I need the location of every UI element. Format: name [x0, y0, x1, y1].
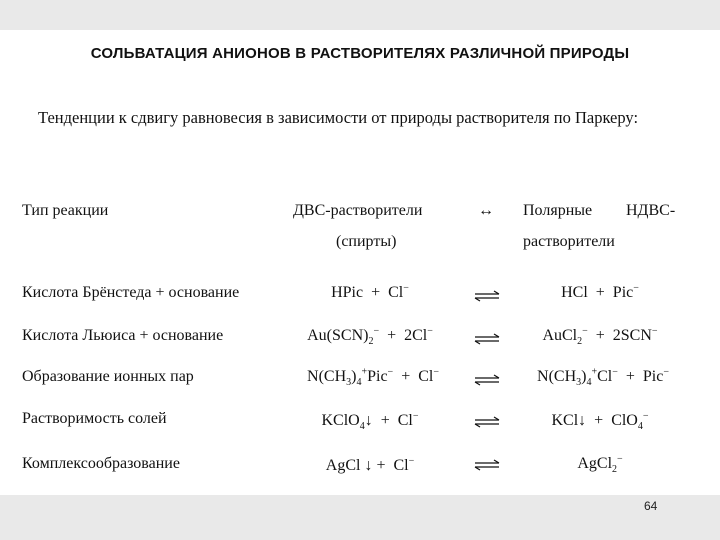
row-right-lewis: AuCl$_2$− + 2SCN− [542, 325, 658, 348]
equilibrium-arrow-icon [473, 459, 501, 471]
slide-subtitle: Тенденции к сдвигу равновесия в зависимости от природы растворителя по Паркеру: [38, 108, 639, 127]
header-double-arrow: ↔ [478, 202, 494, 219]
header-polar: Полярные [523, 202, 593, 219]
row-type-lewis: Кислота Льюиса + основание [22, 327, 224, 344]
equilibrium-arrow-icon [473, 374, 501, 386]
row-left-ion-pairs: $N(CH_3)_4^+Pic^- + Cl^-$ [307, 366, 439, 389]
header-ndvs: НДВС- [626, 202, 676, 219]
row-left-lewis: $Au(SCN)_2^- + 2Cl^-$ [307, 325, 433, 348]
page-number: 64 [644, 499, 658, 513]
header-dvs-alcohols: (спирты) [336, 233, 397, 250]
header-solvents: растворители [523, 233, 615, 250]
row-type-complexation: Комплексообразование [22, 455, 180, 472]
slide-title: СОЛЬВАТАЦИЯ АНИОНОВ В РАСТВОРИТЕЛЯХ РАЗЛИЧНОЙ ПРИРОДЫ [90, 45, 630, 62]
row-type-bronsted: Кислота Брёнстеда + основание [22, 284, 240, 301]
row-type-ion-pairs: Образование ионных пар [22, 368, 194, 385]
row-left-solubility: KClO$_4$↓ + Cl− [321, 410, 419, 433]
equilibrium-arrow-icon [473, 333, 501, 345]
equilibrium-arrow-icon [473, 290, 501, 302]
row-right-complexation: AgCl$_2$− [577, 453, 623, 476]
header-dvs-solvents: ДВС-растворители [293, 202, 423, 219]
row-left-complexation: AgCl ↓ + Cl− [325, 455, 415, 474]
row-right-solubility: KCl↓ + ClO$_4$− [551, 410, 649, 433]
row-right-ion-pairs: $N(CH_3)_4^+Cl^- + Pic^-$ [537, 366, 669, 389]
slide [0, 30, 720, 495]
row-left-bronsted: HPic + Cl− [331, 282, 409, 301]
row-right-bronsted: HCl + Pic− [561, 282, 639, 301]
equilibrium-arrow-icon [473, 416, 501, 428]
row-type-solubility: Растворимость солей [22, 410, 167, 427]
header-reaction-type: Тип реакции [22, 202, 109, 219]
